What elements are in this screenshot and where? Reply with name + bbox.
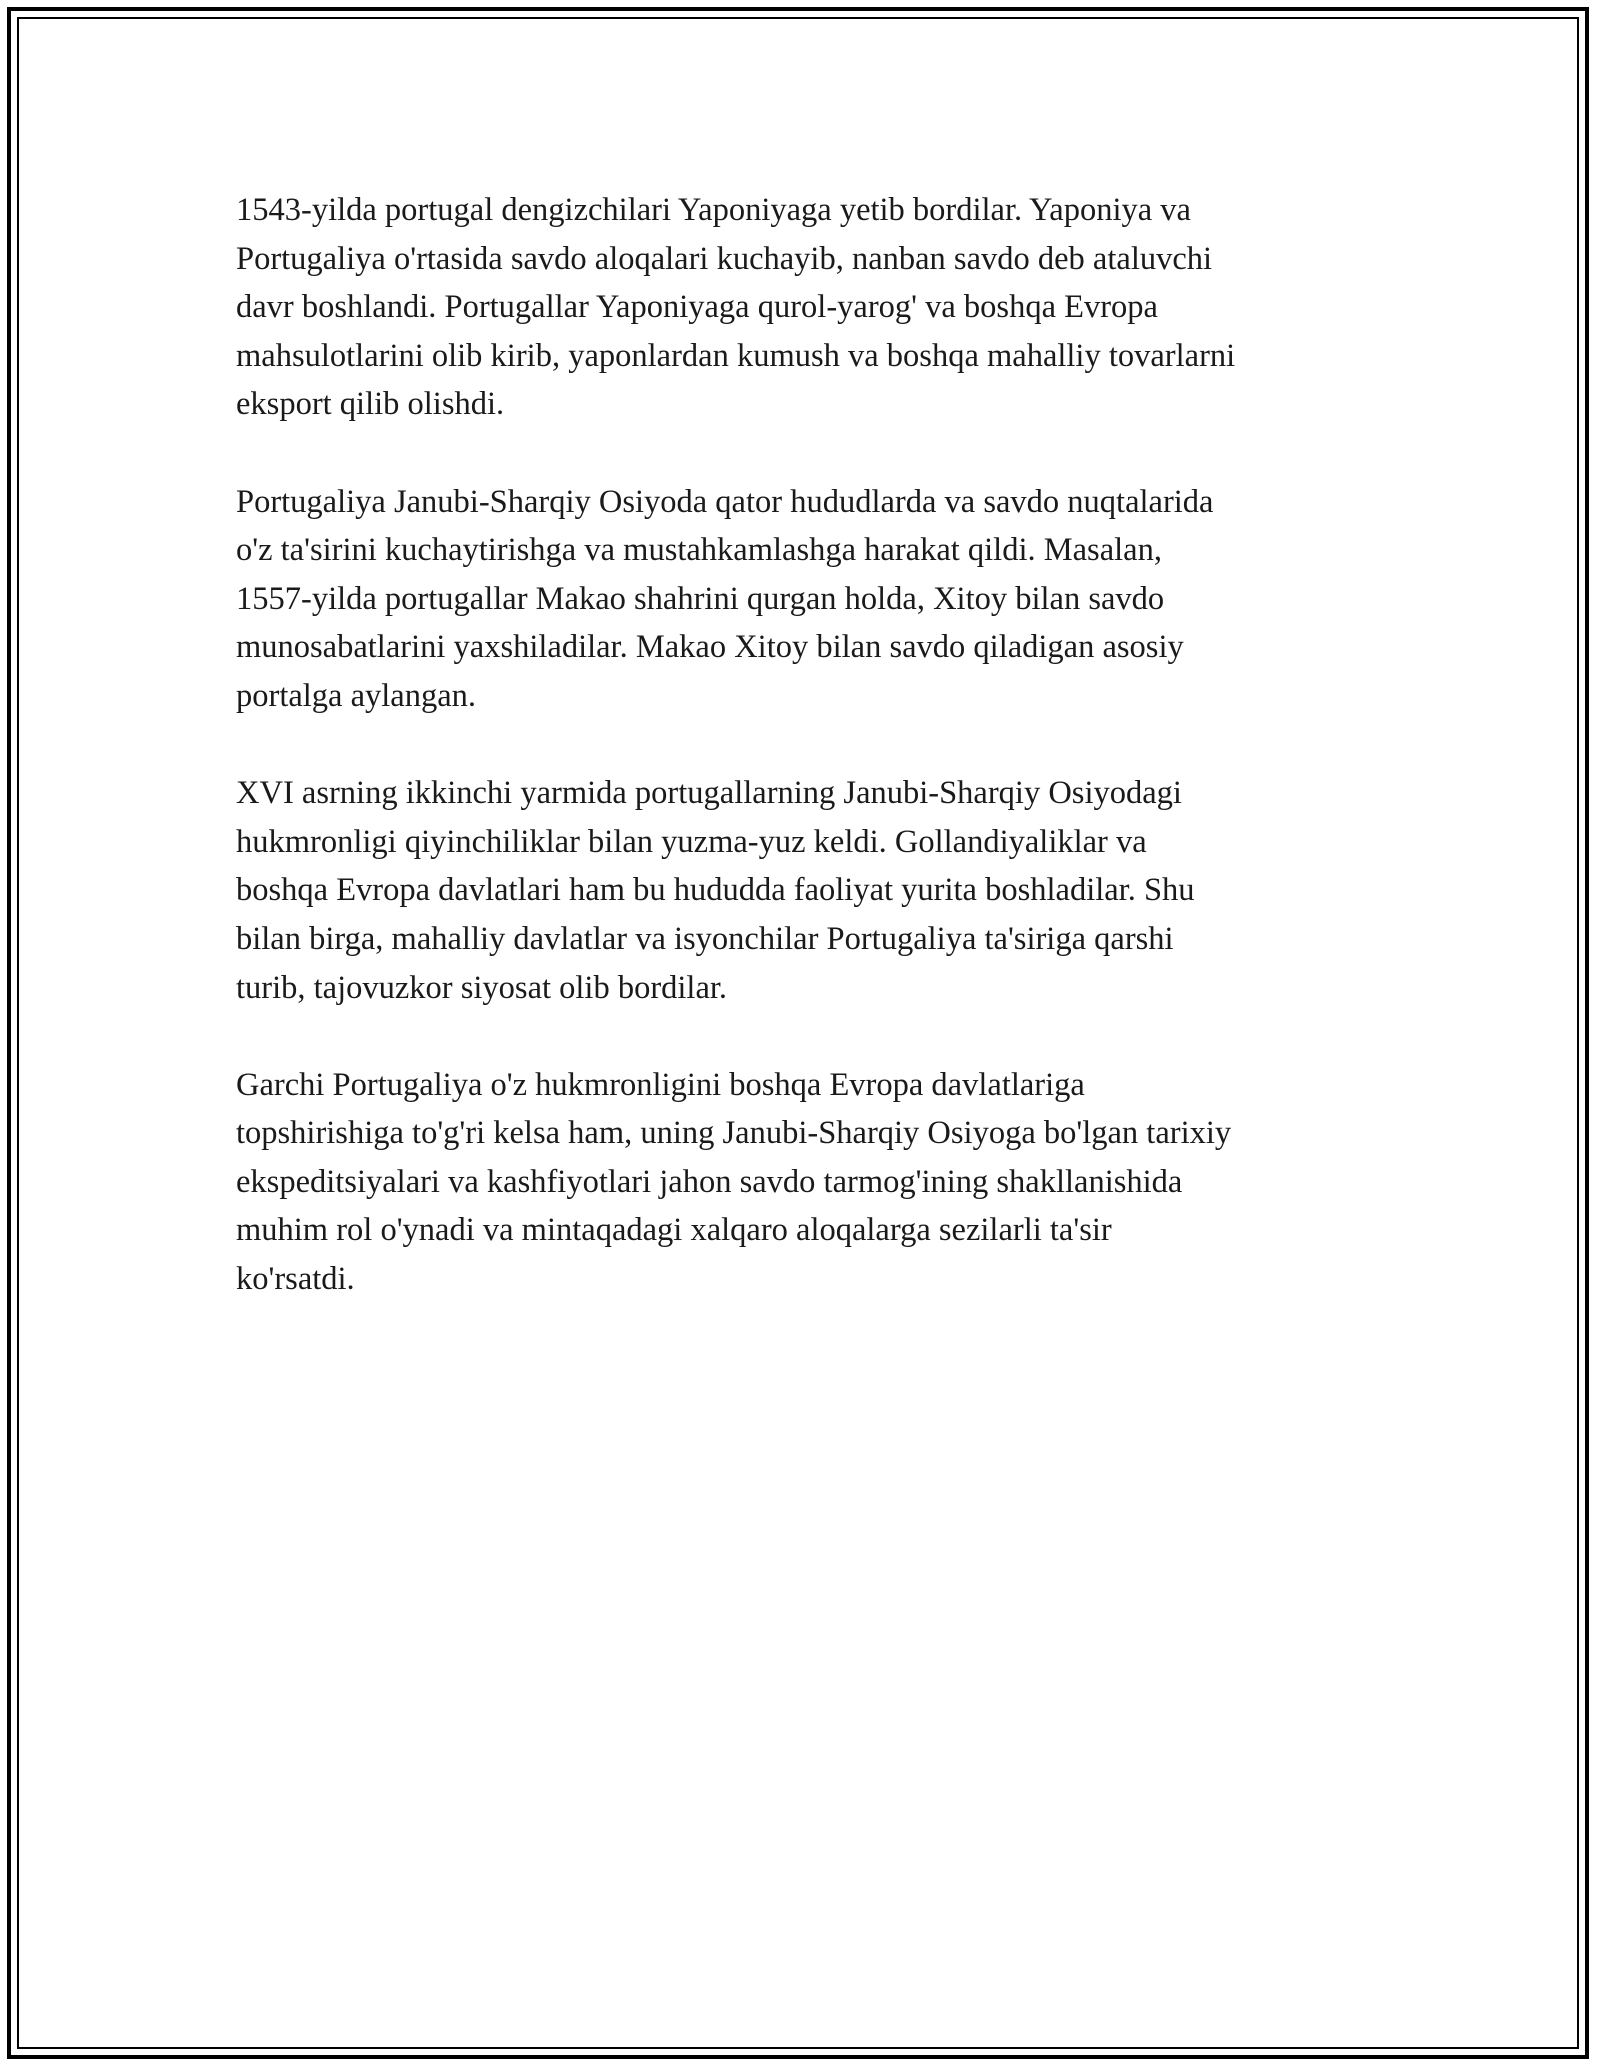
text-line: muhim rol o'ynadi va mintaqadagi xalqaro aloqalarga sezilarli ta'sir — [236, 1212, 1112, 1249]
text-line: ekspeditsiyalari va kashfiyotlari jahon savdo tarmog'ining shakllanishida — [236, 1163, 1183, 1200]
paragraph-2 — [236, 478, 1386, 721]
text-line: munosabatlarini yaxshiladilar. Makao Xitoy bilan savdo qiladigan asosiy — [236, 629, 1184, 666]
text-line: eksport qilib olishdi. — [236, 386, 505, 423]
text-line: bilan birga, mahalliy davlatlar va isyonchilar Portugaliya ta'siriga qarshi — [236, 920, 1174, 957]
paragraph-4 — [236, 1061, 1386, 1304]
paragraph-1 — [236, 186, 1386, 429]
text-line: hukmronligi qiyinchiliklar bilan yuzma-yuz keldi. Gollandiyaliklar va — [236, 823, 1147, 860]
text-line: mahsulotlarini olib kirib, yaponlardan kumush va boshqa mahalliy tovarlarni — [236, 337, 1236, 374]
text-line: davr boshlandi. Portugallar Yaponiyaga qurol-yarog' va boshqa Evropa — [236, 289, 1158, 326]
text-line: XVI asrning ikkinchi yarmida portugallarning Janubi-Sharqiy Osiyodagi — [236, 775, 1182, 812]
text-line: Portugaliya Janubi-Sharqiy Osiyoda qator hududlarda va savdo nuqtalarida — [236, 483, 1214, 520]
text-line: topshirishiga to'g'ri kelsa ham, uning Janubi-Sharqiy Osiyoga bo'lgan tarixiy — [236, 1115, 1232, 1152]
text-line: turib, tajovuzkor siyosat olib bordilar. — [236, 969, 728, 1006]
text-line: 1557-yilda portugallar Makao shahrini qurgan holda, Xitoy bilan savdo — [236, 580, 1165, 617]
text-line: portalga aylangan. — [236, 677, 477, 714]
text-line: 1543-yilda portugal dengizchilari Yaponiyaga yetib bordilar. Yaponiya va — [236, 192, 1191, 228]
text-line: ko'rsatdi. — [236, 1261, 355, 1298]
text-line: boshqa Evropa davlatlari ham bu hududda faoliyat yurita boshladilar. Shu — [236, 872, 1195, 909]
text-line: o'z ta'sirini kuchaytirishga va mustahkamlashga harakat qildi. Masalan, — [236, 532, 1162, 569]
text-line: Garchi Portugaliya o'z hukmronligini boshqa Evropa davlatlariga — [236, 1066, 1085, 1103]
text-line: Portugaliya o'rtasida savdo aloqalari kuchayib, nanban savdo deb ataluvchi — [236, 240, 1213, 277]
paragraph-3 — [236, 769, 1386, 1012]
document-body — [236, 186, 1386, 1352]
